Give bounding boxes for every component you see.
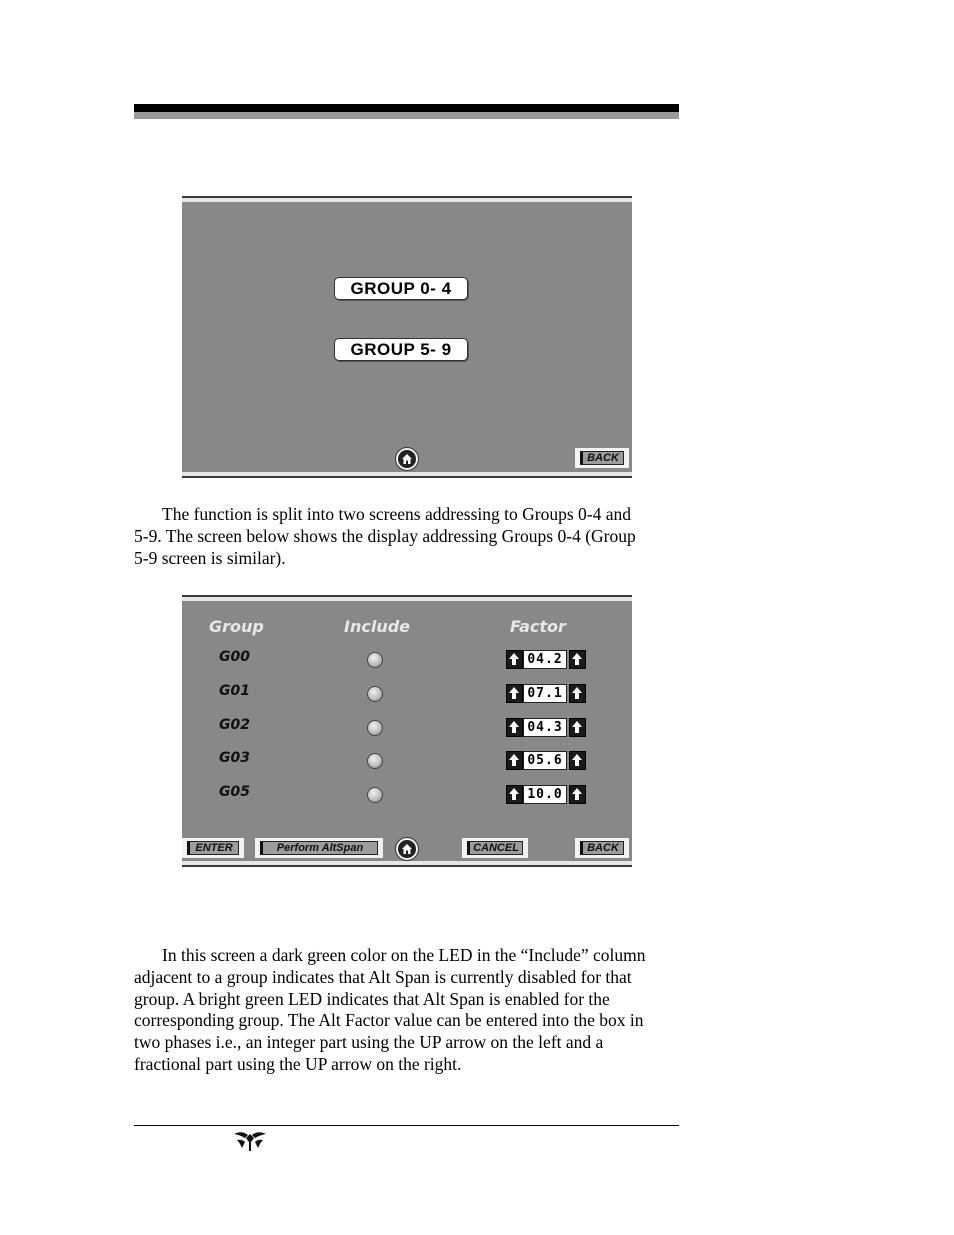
- integer-up-button[interactable]: [506, 718, 523, 737]
- table-row: [182, 716, 632, 740]
- para2-line1: In this screen a dark green color on the LED in the “Include” column: [162, 945, 646, 965]
- group-label: G01: [219, 682, 250, 699]
- table-row: [182, 749, 632, 773]
- intro-paragraph: [134, 504, 682, 569]
- para1-line1: The function is split into two screens addressing to Groups 0-4 and: [162, 504, 632, 524]
- para2-line2: adjacent to a group indicates that Alt Span is currently disabled for that: [134, 966, 632, 987]
- group-label: G03: [219, 750, 250, 767]
- group-label: G00: [219, 649, 250, 665]
- include-led[interactable]: [367, 720, 383, 736]
- home-button[interactable]: [396, 448, 418, 470]
- table-row: [182, 783, 632, 807]
- para1-line2: 5-9. The screen below shows the display addressing Groups 0-4 (Group: [134, 525, 636, 546]
- include-led[interactable]: [367, 787, 383, 803]
- fraction-up-button[interactable]: [569, 718, 586, 737]
- header-rule: [134, 104, 679, 112]
- home-icon: [401, 843, 413, 855]
- factor-value[interactable]: 07.1: [523, 684, 567, 703]
- group-label: G05: [219, 784, 250, 801]
- para2-line4: corresponding group. The Alt Factor value can be entered into the box in: [134, 1010, 644, 1031]
- perform-altspan-button[interactable]: Perform AltSpan: [255, 838, 383, 858]
- table-row: [182, 648, 632, 672]
- alt-span-screen: [182, 595, 632, 867]
- include-led[interactable]: [367, 652, 383, 668]
- group-0-4-button[interactable]: GROUP 0- 4: [334, 277, 468, 300]
- fraction-up-button[interactable]: [569, 650, 586, 669]
- home-icon: [401, 453, 413, 465]
- cancel-button[interactable]: CANCEL: [462, 838, 528, 858]
- group-select-screen: [182, 196, 632, 478]
- group-5-9-button[interactable]: GROUP 5- 9: [334, 338, 468, 361]
- factor-value[interactable]: 05.6: [523, 751, 567, 770]
- group-label: G02: [219, 716, 250, 733]
- include-column-header: Include: [344, 617, 411, 636]
- factor-value[interactable]: 04.2: [523, 650, 567, 669]
- fraction-up-button[interactable]: [569, 751, 586, 770]
- back-button[interactable]: BACK: [575, 838, 629, 858]
- integer-up-button[interactable]: [506, 650, 523, 669]
- company-logo: [232, 1130, 268, 1157]
- integer-up-button[interactable]: [506, 751, 523, 770]
- integer-up-button[interactable]: [506, 785, 523, 804]
- factor-column-header: Factor: [510, 617, 566, 636]
- led-description-paragraph: [134, 945, 682, 1076]
- fraction-up-button[interactable]: [569, 785, 586, 804]
- enter-button[interactable]: ENTER: [182, 838, 244, 858]
- factor-value[interactable]: 10.0: [523, 785, 567, 804]
- footer-rule: [134, 1125, 679, 1126]
- para2-line3: group. A bright green LED indicates that Alt Span is enabled for the: [134, 988, 610, 1009]
- factor-value[interactable]: 04.3: [523, 718, 567, 737]
- fraction-up-button[interactable]: [569, 684, 586, 703]
- para1-line3: 5-9 screen is similar).: [134, 547, 286, 568]
- group-column-header: Group: [209, 617, 264, 636]
- integer-up-button[interactable]: [506, 684, 523, 703]
- include-led[interactable]: [367, 686, 383, 702]
- table-row: [182, 682, 632, 706]
- back-button[interactable]: BACK: [575, 448, 629, 468]
- para2-line6: fractional part using the UP arrow on the right.: [134, 1053, 462, 1074]
- include-led[interactable]: [367, 753, 383, 769]
- para2-line5: two phases i.e., an integer part using the UP arrow on the left and a: [134, 1032, 604, 1053]
- header-rule-shadow: [134, 112, 679, 119]
- home-button[interactable]: [396, 838, 418, 860]
